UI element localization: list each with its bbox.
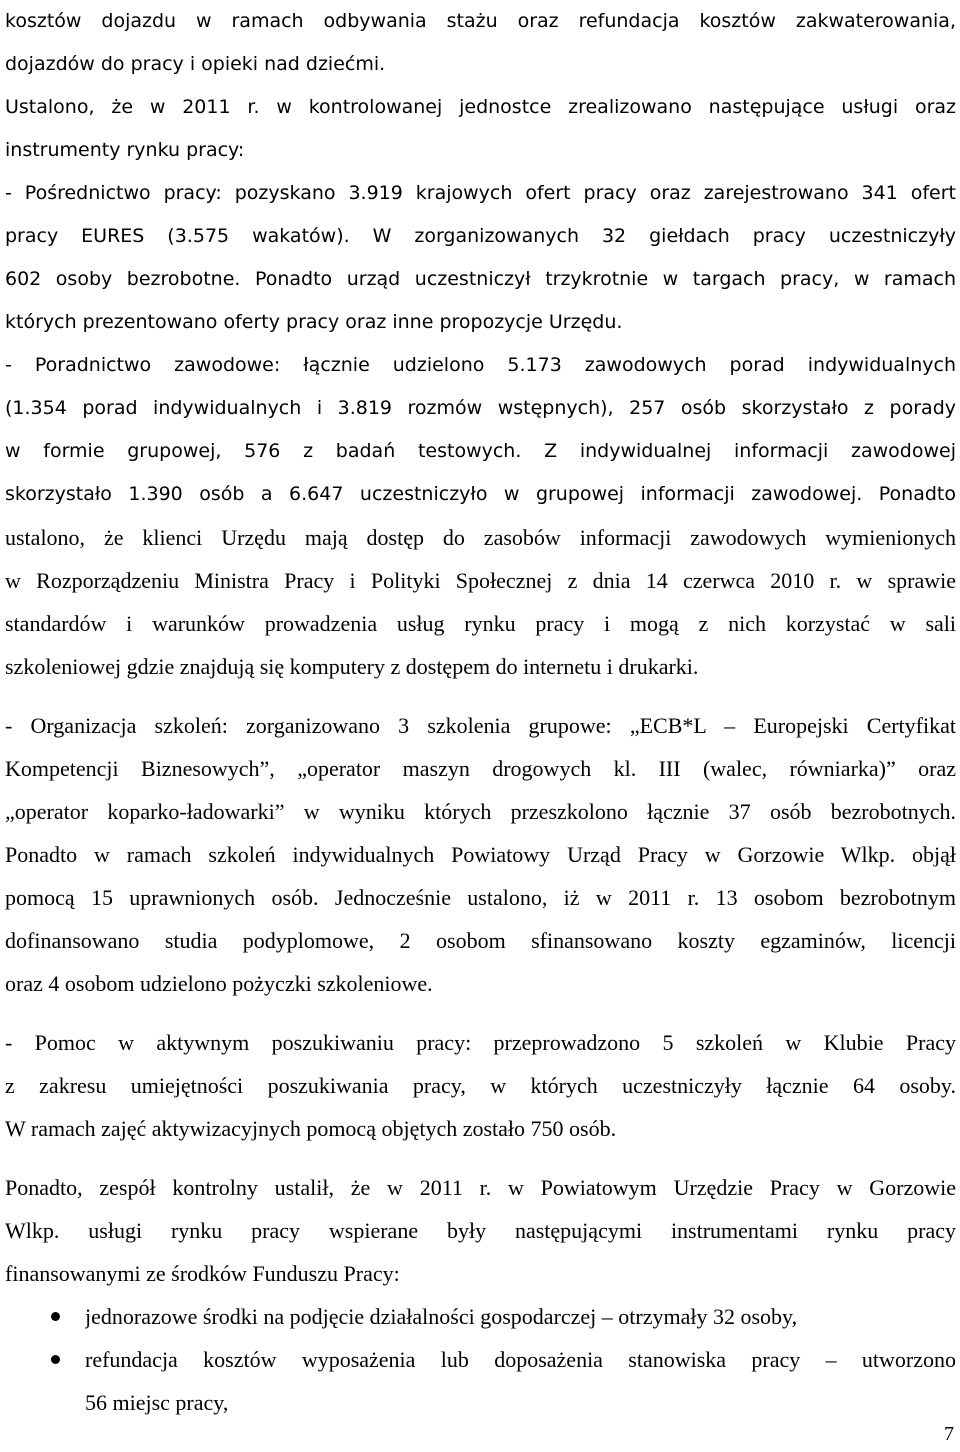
text-line: kosztów dojazdu w ramach odbywania stażu oraz refundacja kosztów zakwaterowania, [5, 10, 956, 32]
bullet-icon [51, 1355, 60, 1364]
text-line: których prezentowano oferty pracy oraz inne propozycje Urzędu. [5, 311, 623, 333]
bullet-icon [51, 1312, 60, 1321]
paragraph-career-counseling [5, 344, 956, 688]
paragraph-gap [5, 1005, 956, 1021]
text-line: standardów i warunków prowadzenia usług rynku pracy i mogą z nich korzystać w sali [5, 611, 956, 636]
text-line: Ponadto, zespół kontrolny ustalił, że w 2011 r. w Powiatowym Urzędzie Pracy w Gorzowie [5, 1175, 956, 1200]
text-line: jednorazowe środki na podjęcie działalności gospodarczej – otrzymały 32 osoby, [85, 1304, 798, 1329]
instrument-list [5, 1295, 956, 1424]
text-line: pomocą 15 uprawnionych osób. Jednocześnie ustalono, iż w 2011 r. 13 osobom bezrobotnym [5, 885, 956, 910]
text-line: refundacja kosztów wyposażenia lub doposażenia stanowiska pracy – utworzono [85, 1347, 956, 1372]
text-line: pracy EURES (3.575 wakatów). W zorganizowanych 32 giełdach pracy uczestniczyły [5, 225, 956, 247]
paragraph-intro [5, 86, 956, 172]
text-line: w Rozporządzeniu Ministra Pracy i Polityki Społecznej z dnia 14 czerwca 2010 r. w sprawie [5, 568, 956, 593]
text-line: dojazdów do pracy i opieki nad dziećmi. [5, 53, 386, 75]
text-line: skorzystało 1.390 osób a 6.647 uczestniczyło w grupowej informacji zawodowej. Ponadto [5, 483, 956, 505]
text-line: (1.354 porad indywidualnych i 3.819 rozmów wstępnych), 257 osób skorzystało z porady [5, 397, 956, 419]
text-line: z zakresu umiejętności poszukiwania pracy, w których uczestniczyły łącznie 64 osoby. [5, 1073, 956, 1098]
text-line: dofinansowano studia podyplomowe, 2 osobom sfinansowano koszty egzaminów, licencji [5, 928, 956, 953]
text-line: Wlkp. usługi rynku pracy wspierane były następującymi instrumentami rynku pracy [5, 1218, 956, 1243]
text-line: - Pośrednictwo pracy: pozyskano 3.919 krajowych ofert pracy oraz zarejestrowano 341 ofert [5, 182, 956, 204]
text-line: oraz 4 osobom udzielono pożyczki szkoleniowe. [5, 971, 433, 996]
document-page [5, 0, 956, 1424]
text-line: szkoleniowej gdzie znajdują się komputery z dostępem do internetu i drukarki. [5, 654, 699, 679]
paragraph-labour-fund [5, 1166, 956, 1295]
paragraph-gap [5, 1150, 956, 1166]
text-line: - Poradnictwo zawodowe: łącznie udzielono 5.173 zawodowych porad indywidualnych [5, 354, 956, 376]
paragraph-trainings [5, 704, 956, 1005]
text-line: Ponadto w ramach szkoleń indywidualnych Powiatowy Urząd Pracy w Gorzowie Wlkp. objął [5, 842, 956, 867]
text-line: - Organizacja szkoleń: zorganizowano 3 szkolenia grupowe: „ECB*L – Europejski Certyfikat [5, 713, 956, 738]
paragraph-gap [5, 688, 956, 704]
text-line: instrumenty rynku pracy: [5, 139, 245, 161]
paragraph-job-search-help [5, 1021, 956, 1150]
text-line: W ramach zajęć aktywizacyjnych pomocą objętych zostało 750 osób. [5, 1116, 617, 1141]
text-line: ustalono, że klienci Urzędu mają dostęp do zasobów informacji zawodowych wymienionych [5, 525, 956, 550]
text-line: finansowanymi ze środków Funduszu Pracy: [5, 1261, 400, 1286]
text-line: 56 miejsc pracy, [85, 1390, 229, 1415]
text-line: Ustalono, że w 2011 r. w kontrolowanej jednostce zrealizowano następujące usługi oraz [5, 96, 956, 118]
text-line: 602 osoby bezrobotne. Ponadto urząd uczestniczył trzykrotnie w targach pracy, w ramach [5, 268, 956, 290]
text-line: Kompetencji Biznesowych”, „operator maszyn drogowych kl. III (walec, równiarka)” oraz [5, 756, 956, 781]
page-number: 7 [944, 1423, 954, 1445]
text-line: w formie grupowej, 576 z badań testowych. Z indywidualnej informacji zawodowej [5, 440, 956, 462]
list-item [5, 1295, 956, 1338]
paragraph-job-placement [5, 172, 956, 344]
list-item [5, 1338, 956, 1424]
text-line: „operator koparko-ładowarki” w wyniku których przeszkolono łącznie 37 osób bezrobotnych. [5, 799, 956, 824]
text-line: - Pomoc w aktywnym poszukiwaniu pracy: przeprowadzono 5 szkoleń w Klubie Pracy [5, 1030, 956, 1055]
paragraph-costs [5, 0, 956, 86]
